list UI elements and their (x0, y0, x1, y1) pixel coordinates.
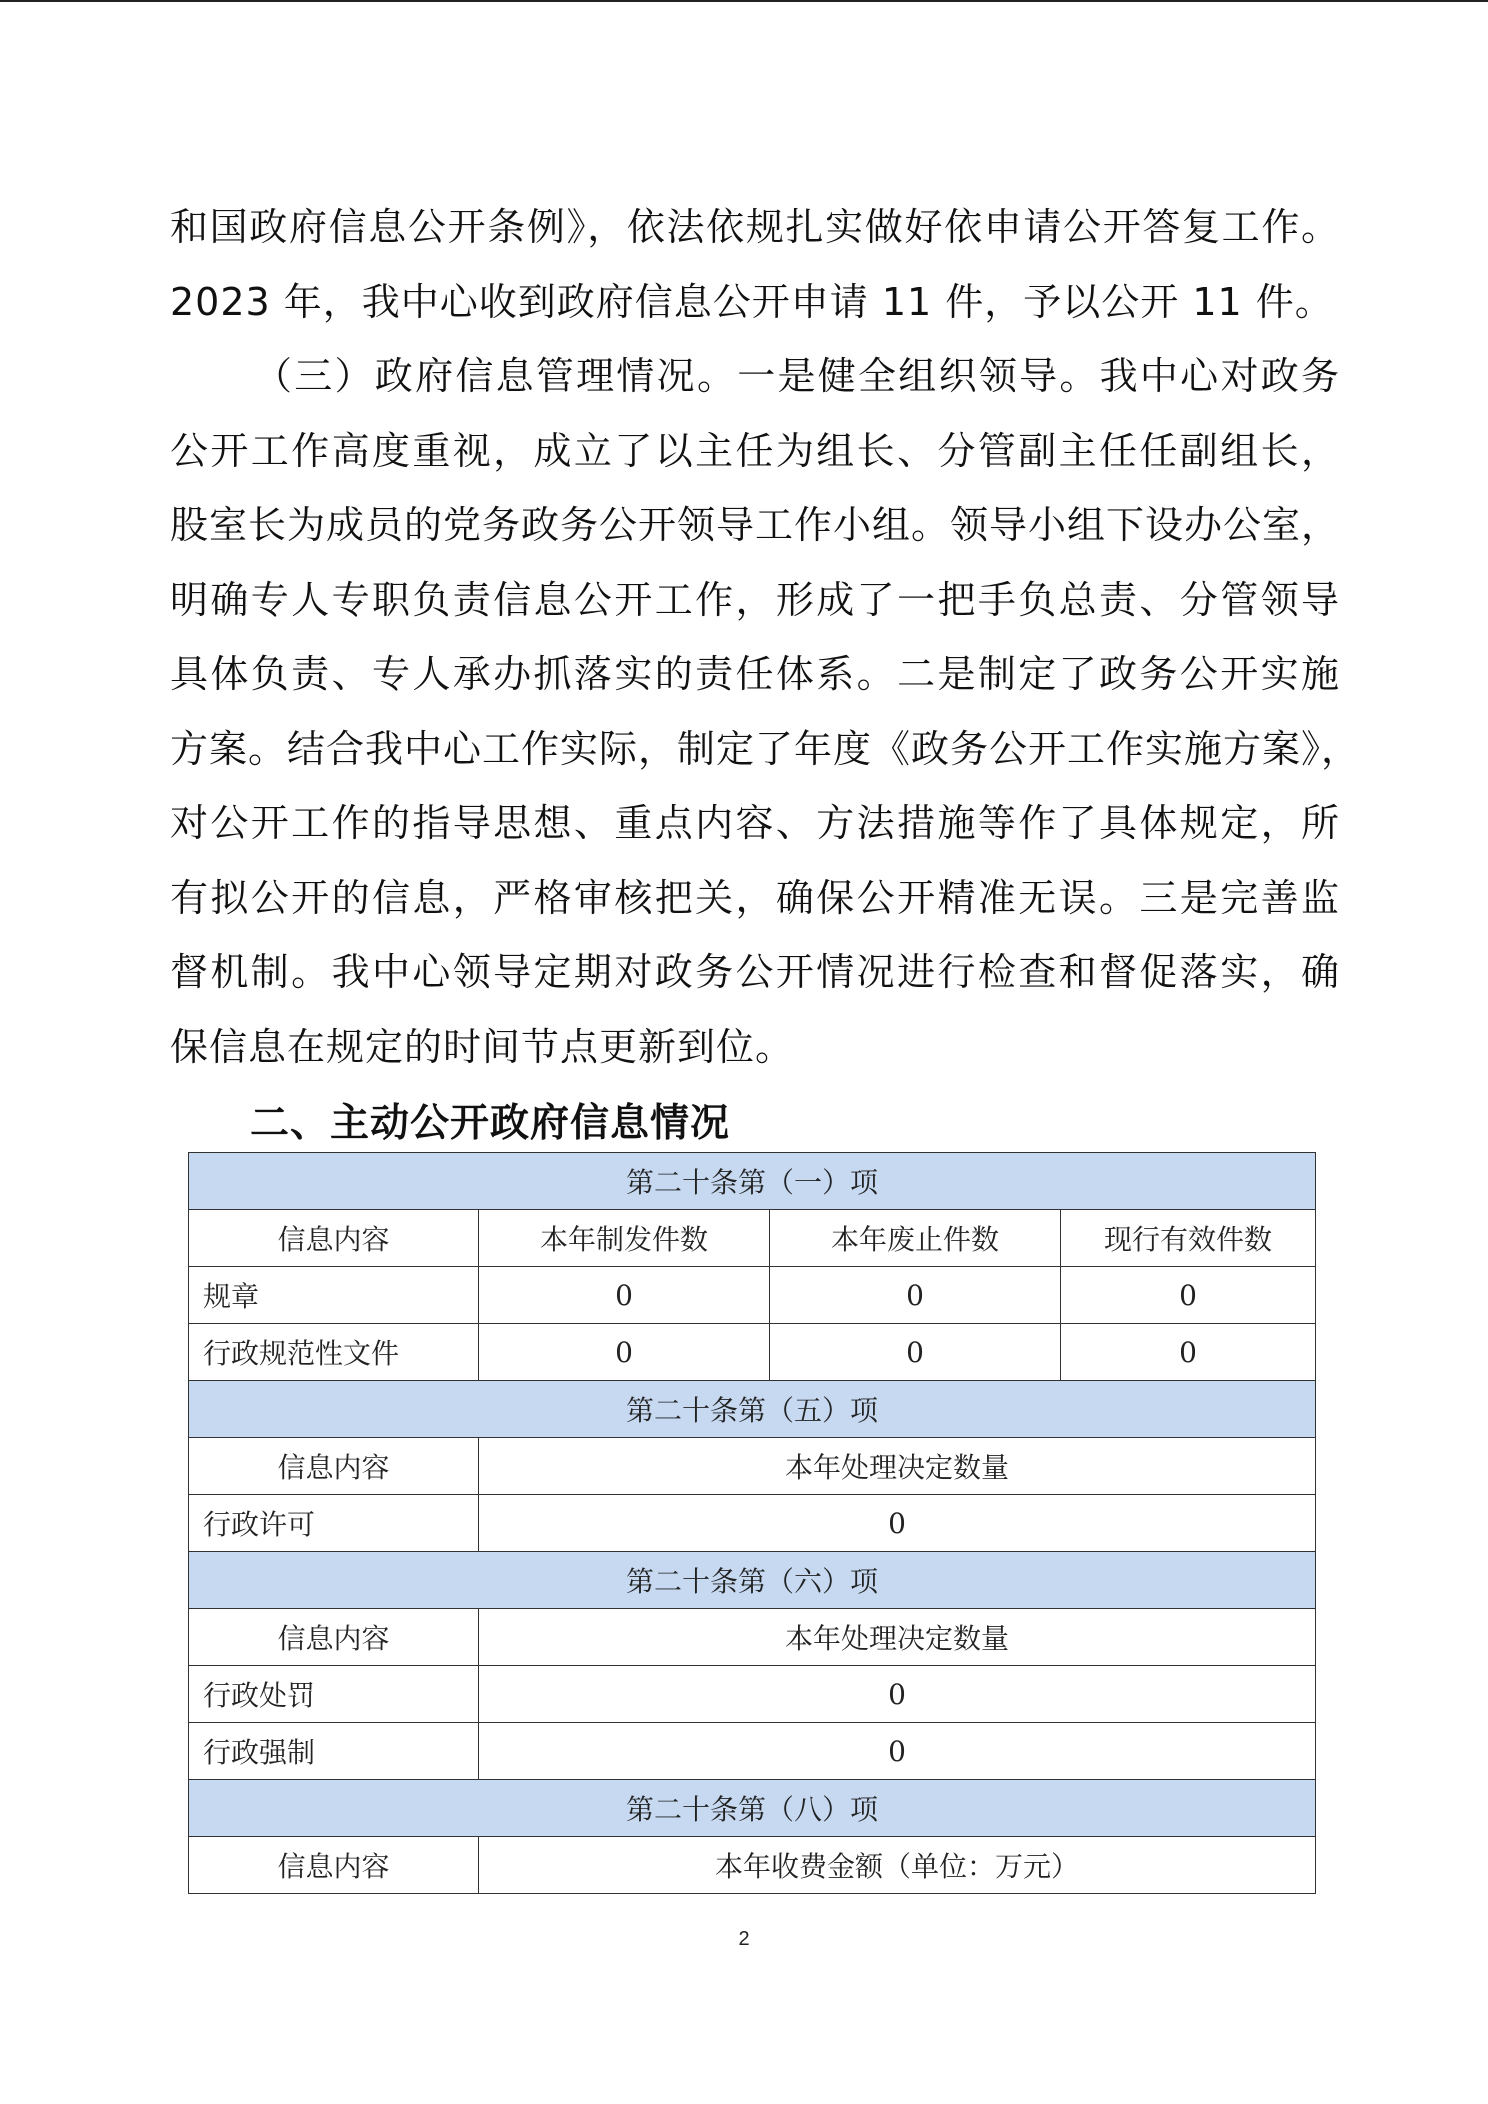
column-header: 本年废止件数 (770, 1210, 1061, 1267)
table-row (189, 1666, 1316, 1723)
text-line: 方案。结合我中心工作实际，制定了年度《政务公开工作实施方案》， (170, 726, 1361, 771)
page-top-border (0, 0, 1488, 2)
table-cell: 0 (770, 1267, 1061, 1324)
section-row (189, 1552, 1316, 1609)
text-line: （三）政府信息管理情况。一是健全组织领导。我中心对政务 (254, 354, 1340, 398)
section-title: 第二十条第（一）项 (189, 1153, 1316, 1210)
column-header: 信息内容 (189, 1837, 479, 1894)
body-paragraph (170, 190, 1361, 1084)
header-row (189, 1837, 1316, 1894)
text-line: 有拟公开的信息，严格审核把关，确保公开精准无误。三是完善监 (170, 875, 1340, 920)
text-line: 明确专人专职负责信息公开工作，形成了一把手负总责、分管领导 (170, 577, 1340, 622)
column-header: 现行有效件数 (1061, 1210, 1316, 1267)
table-cell: 0 (1061, 1324, 1316, 1381)
table-cell: 0 (479, 1495, 1316, 1552)
text-line: 和国政府信息公开条例》，依法依规扎实做好依申请公开答复工作。 (170, 205, 1340, 249)
table-cell: 0 (770, 1324, 1061, 1381)
header-row (189, 1210, 1316, 1267)
table-cell: 0 (479, 1267, 770, 1324)
table-cell: 0 (1061, 1267, 1316, 1324)
section-title: 第二十条第（六）项 (189, 1552, 1316, 1609)
table-row (189, 1723, 1316, 1780)
column-header: 本年制发件数 (479, 1210, 770, 1267)
text-line: 公开工作高度重视，成立了以主任为组长、分管副主任任副组长， (170, 428, 1340, 473)
section-title: 第二十条第（五）项 (189, 1381, 1316, 1438)
column-header: 信息内容 (189, 1210, 479, 1267)
column-header: 信息内容 (189, 1609, 479, 1666)
text-line: 保信息在规定的时间节点更新到位。 (170, 1024, 795, 1069)
column-header: 本年收费金额（单位：万元） (479, 1837, 1316, 1894)
text-line: 对公开工作的指导思想、重点内容、方法措施等作了具体规定，所 (170, 801, 1340, 845)
section-row (189, 1780, 1316, 1837)
table-cell: 0 (479, 1666, 1316, 1723)
text-line: 督机制。我中心领导定期对政务公开情况进行检查和督促落实，确 (170, 950, 1340, 994)
section-row (189, 1153, 1316, 1210)
column-header: 本年处理决定数量 (479, 1438, 1316, 1495)
text-line: 股室长为成员的党务政务公开领导工作小组。领导小组下设办公室， (170, 503, 1341, 547)
row-label: 行政许可 (189, 1495, 479, 1552)
text-line: 具体负责、专人承办抓落实的责任体系。二是制定了政务公开实施 (170, 652, 1340, 696)
section-heading: 二、主动公开政府信息情况 (250, 1101, 731, 1146)
column-header: 信息内容 (189, 1438, 479, 1495)
table-row (189, 1267, 1316, 1324)
row-label: 行政规范性文件 (189, 1324, 479, 1381)
table-row (189, 1495, 1316, 1552)
disclosure-table (188, 1152, 1316, 1894)
section-title: 第二十条第（八）项 (189, 1780, 1316, 1837)
section-row (189, 1381, 1316, 1438)
header-row (189, 1438, 1316, 1495)
row-label: 行政强制 (189, 1723, 479, 1780)
column-header: 本年处理决定数量 (479, 1609, 1316, 1666)
text-line: 2023 年，我中心收到政府信息公开申请 11 件，予以公开 11 件。 (170, 279, 1334, 324)
header-row (189, 1609, 1316, 1666)
table-row (189, 1324, 1316, 1381)
row-label: 行政处罚 (189, 1666, 479, 1723)
table-cell: 0 (479, 1723, 1316, 1780)
table-cell: 0 (479, 1324, 770, 1381)
row-label: 规章 (189, 1267, 479, 1324)
page-number: 2 (738, 1928, 750, 1950)
